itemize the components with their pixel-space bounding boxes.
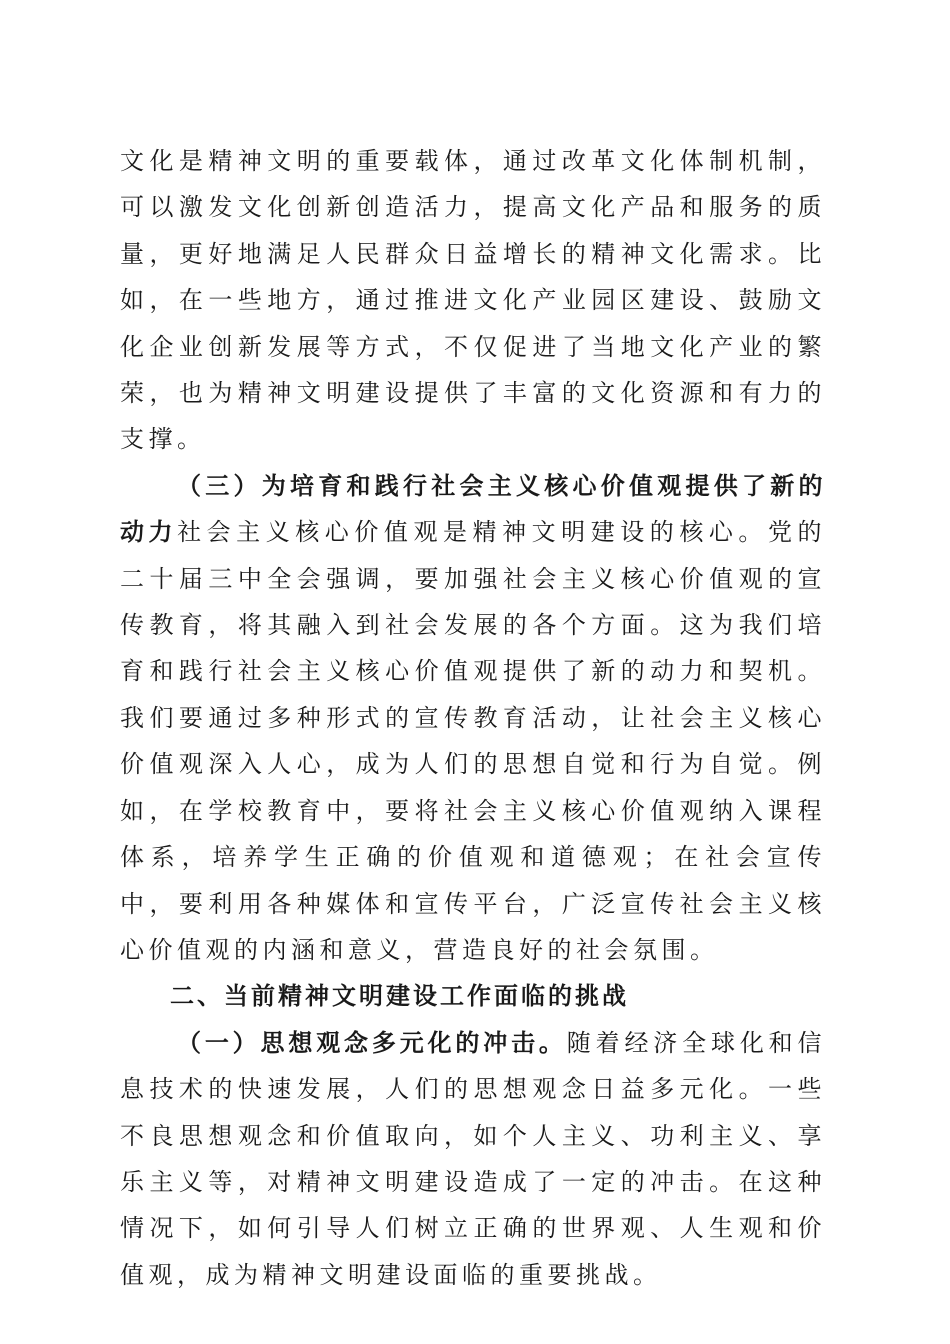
subheading-core-values: （三）为培育和践行社会主义核心价值观提供了新的动力: [120, 471, 826, 547]
paragraph-diversified-ideas-body: 随着经济全球化和信息技术的快速发展，人们的思想观念日益多元化。一些不良思想观念和价值取向，如个人主义、功利主义、享乐主义等，对精神文明建设造成了一定的冲击。在这种情况下，如何引导人们树立正确的世界观、人生观和价值观，成为精神文明建设面临的重要挑战。: [120, 1028, 827, 1289]
section-heading-challenges: 二、当前精神文明建设工作面临的挑战: [170, 982, 629, 1011]
subheading-diversified-ideas: （一）思想观念多元化的冲击。: [177, 1028, 567, 1057]
document-page: [120, 138, 826, 1298]
paragraph-diversified-ideas: [120, 1020, 826, 1298]
paragraph-core-values: [120, 463, 826, 973]
paragraph-core-values-body: 社会主义核心价值观是精神文明建设的核心。党的二十届三中全会强调，要加强社会主义核心价值观的宣传教育，将其融入到社会发展的各个方面。这为我们培育和践行社会主义核心价值观提供了新的动力和契机。我们要通过多种形式的宣传教育活动，让社会主义核心价值观深入人心，成为人们的思想自觉和行为自觉。例如，在学校教育中，要将社会主义核心价值观纳入课程体系，培养学生正确的价值观和道德观；在社会宣传中，要利用各种媒体和宣传平台，广泛宣传社会主义核心价值观的内涵和意义，营造良好的社会氛围。: [120, 518, 827, 964]
paragraph-culture-carrier: 文化是精神文明的重要载体，通过改革文化体制机制，可以激发文化创新创造活力，提高文化产品和服务的质量，更好地满足人民群众日益增长的精神文化需求。比如，在一些地方，通过推进文化产业园区建设、鼓励文化企业创新发展等方式，不仅促进了当地文化产业的繁荣，也为精神文明建设提供了丰富的文化资源和有力的支撑。: [120, 147, 826, 454]
